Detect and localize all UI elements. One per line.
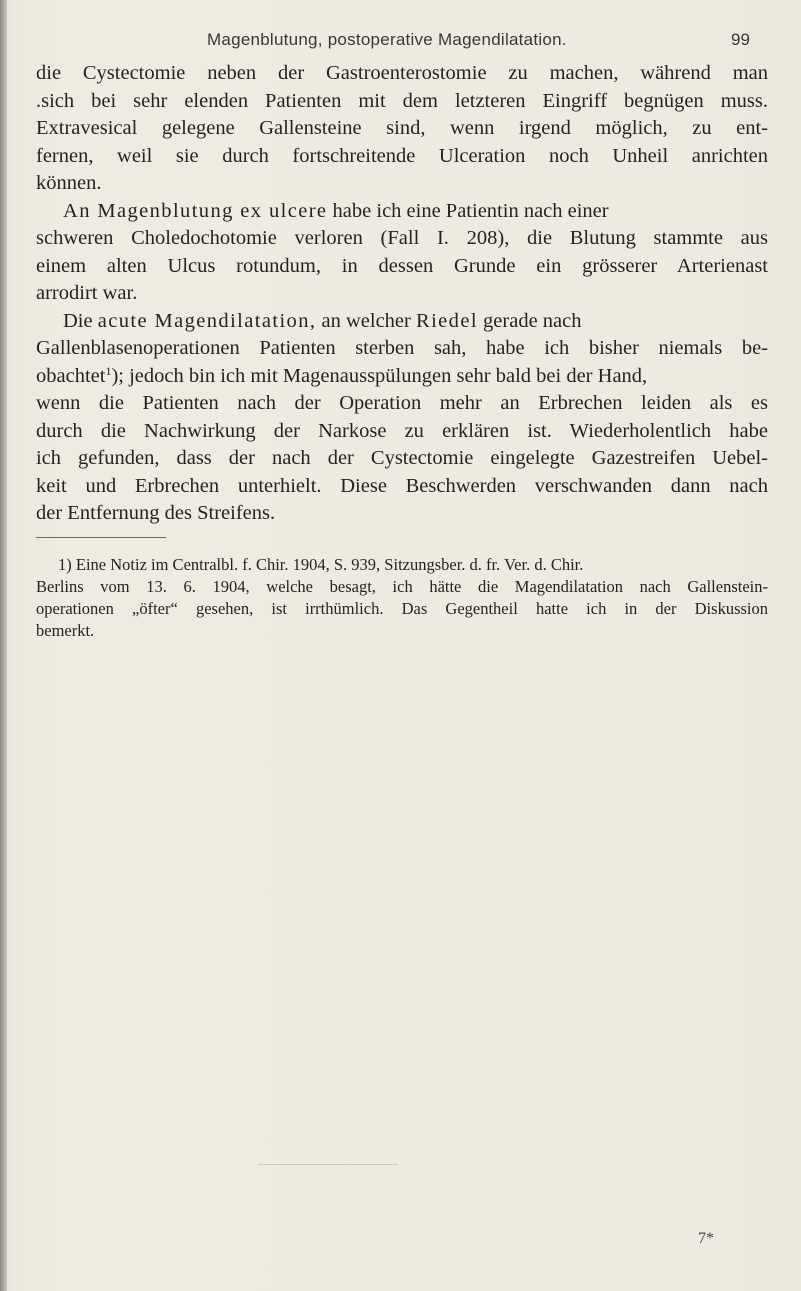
text-run: Die [63,309,98,332]
emphasized-name: Riedel [416,309,478,332]
footnote-line: Berlins vom 13. 6. 1904, welche besagt, ich hätte die Magendilatation nach Gallenstein- [36,577,768,596]
text-line: fernen, weil sie durch fortschreitende Ulceration noch Unheil anrichten [36,144,768,167]
text-line [36,198,768,226]
printer-signature: 7* [698,1230,714,1247]
show-through-rule [258,1164,398,1165]
text-line: der Entfernung des Streifens. [36,502,276,524]
paragraph-2 [36,198,768,308]
text-run: habe ich eine Patientin nach einer [327,199,609,222]
text-run: ); jedoch bin ich mit Magenausspülungen sehr bald bei der Hand, [111,364,648,387]
text-line: Gallenblasenoperationen Patienten sterben sah, habe ich bisher niemals be- [36,337,768,359]
footnote [36,554,768,642]
text-run: gerade nach [477,309,582,332]
footnote-line: bemerkt. [36,621,95,640]
footnote-divider [36,537,166,538]
text-line: durch die Nachwirkung der Narkose zu erklären ist. Wiederholentlich habe [36,419,768,442]
page-header [0,30,801,56]
emphasized-term: acute Magendilatation, [97,309,317,332]
text-line: arrodirt war. [36,282,138,304]
paragraph-3 [36,308,768,528]
page-spine-shadow [0,0,7,1291]
text-line: können. [36,172,102,194]
emphasized-term: An Magenblutung ex ulcere [63,199,328,222]
paragraph-1 [36,60,768,198]
footnote-marker: 1 [105,363,112,378]
running-title: Magenblutung, postoperative Magendilatation. [207,30,567,49]
text-line [36,308,768,336]
text-line: Extravesical gelegene Gallensteine sind, wenn irgend möglich, zu ent- [36,117,768,139]
footnote-line: operationen „öfter“ gesehen, ist irrthümlich. Das Gegentheil hatte ich in der Diskussion [36,599,768,618]
text-line: schweren Choledochotomie verloren (Fall I. 208), die Blutung stammte aus [36,227,768,249]
text-run: obachtet [36,364,106,387]
main-text [36,60,768,528]
text-line: die Cystectomie neben der Gastroenterostomie zu machen, während man [36,62,768,84]
text-line: keit und Erbrechen unterhielt. Diese Beschwerden verschwanden dann nach [36,474,768,497]
text-run: an welcher [316,309,416,332]
page-number: 99 [731,30,750,49]
text-line: wenn die Patienten nach der Operation mehr an Erbrechen leiden als es [36,392,768,414]
text-line: einem alten Ulcus rotundum, in dessen Grunde ein grösserer Arterienast [36,254,768,277]
text-line: .sich bei sehr elenden Patienten mit dem letzteren Eingriff begnügen muss. [36,89,768,112]
text-line: ich gefunden, dass der nach der Cystectomie eingelegte Gazestreifen Uebel- [36,447,768,469]
footnote-line: 1) Eine Notiz im Centralbl. f. Chir. 1904, S. 939, Sitzungsber. d. fr. Ver. d. Chir. [58,555,584,574]
text-line [36,363,768,391]
